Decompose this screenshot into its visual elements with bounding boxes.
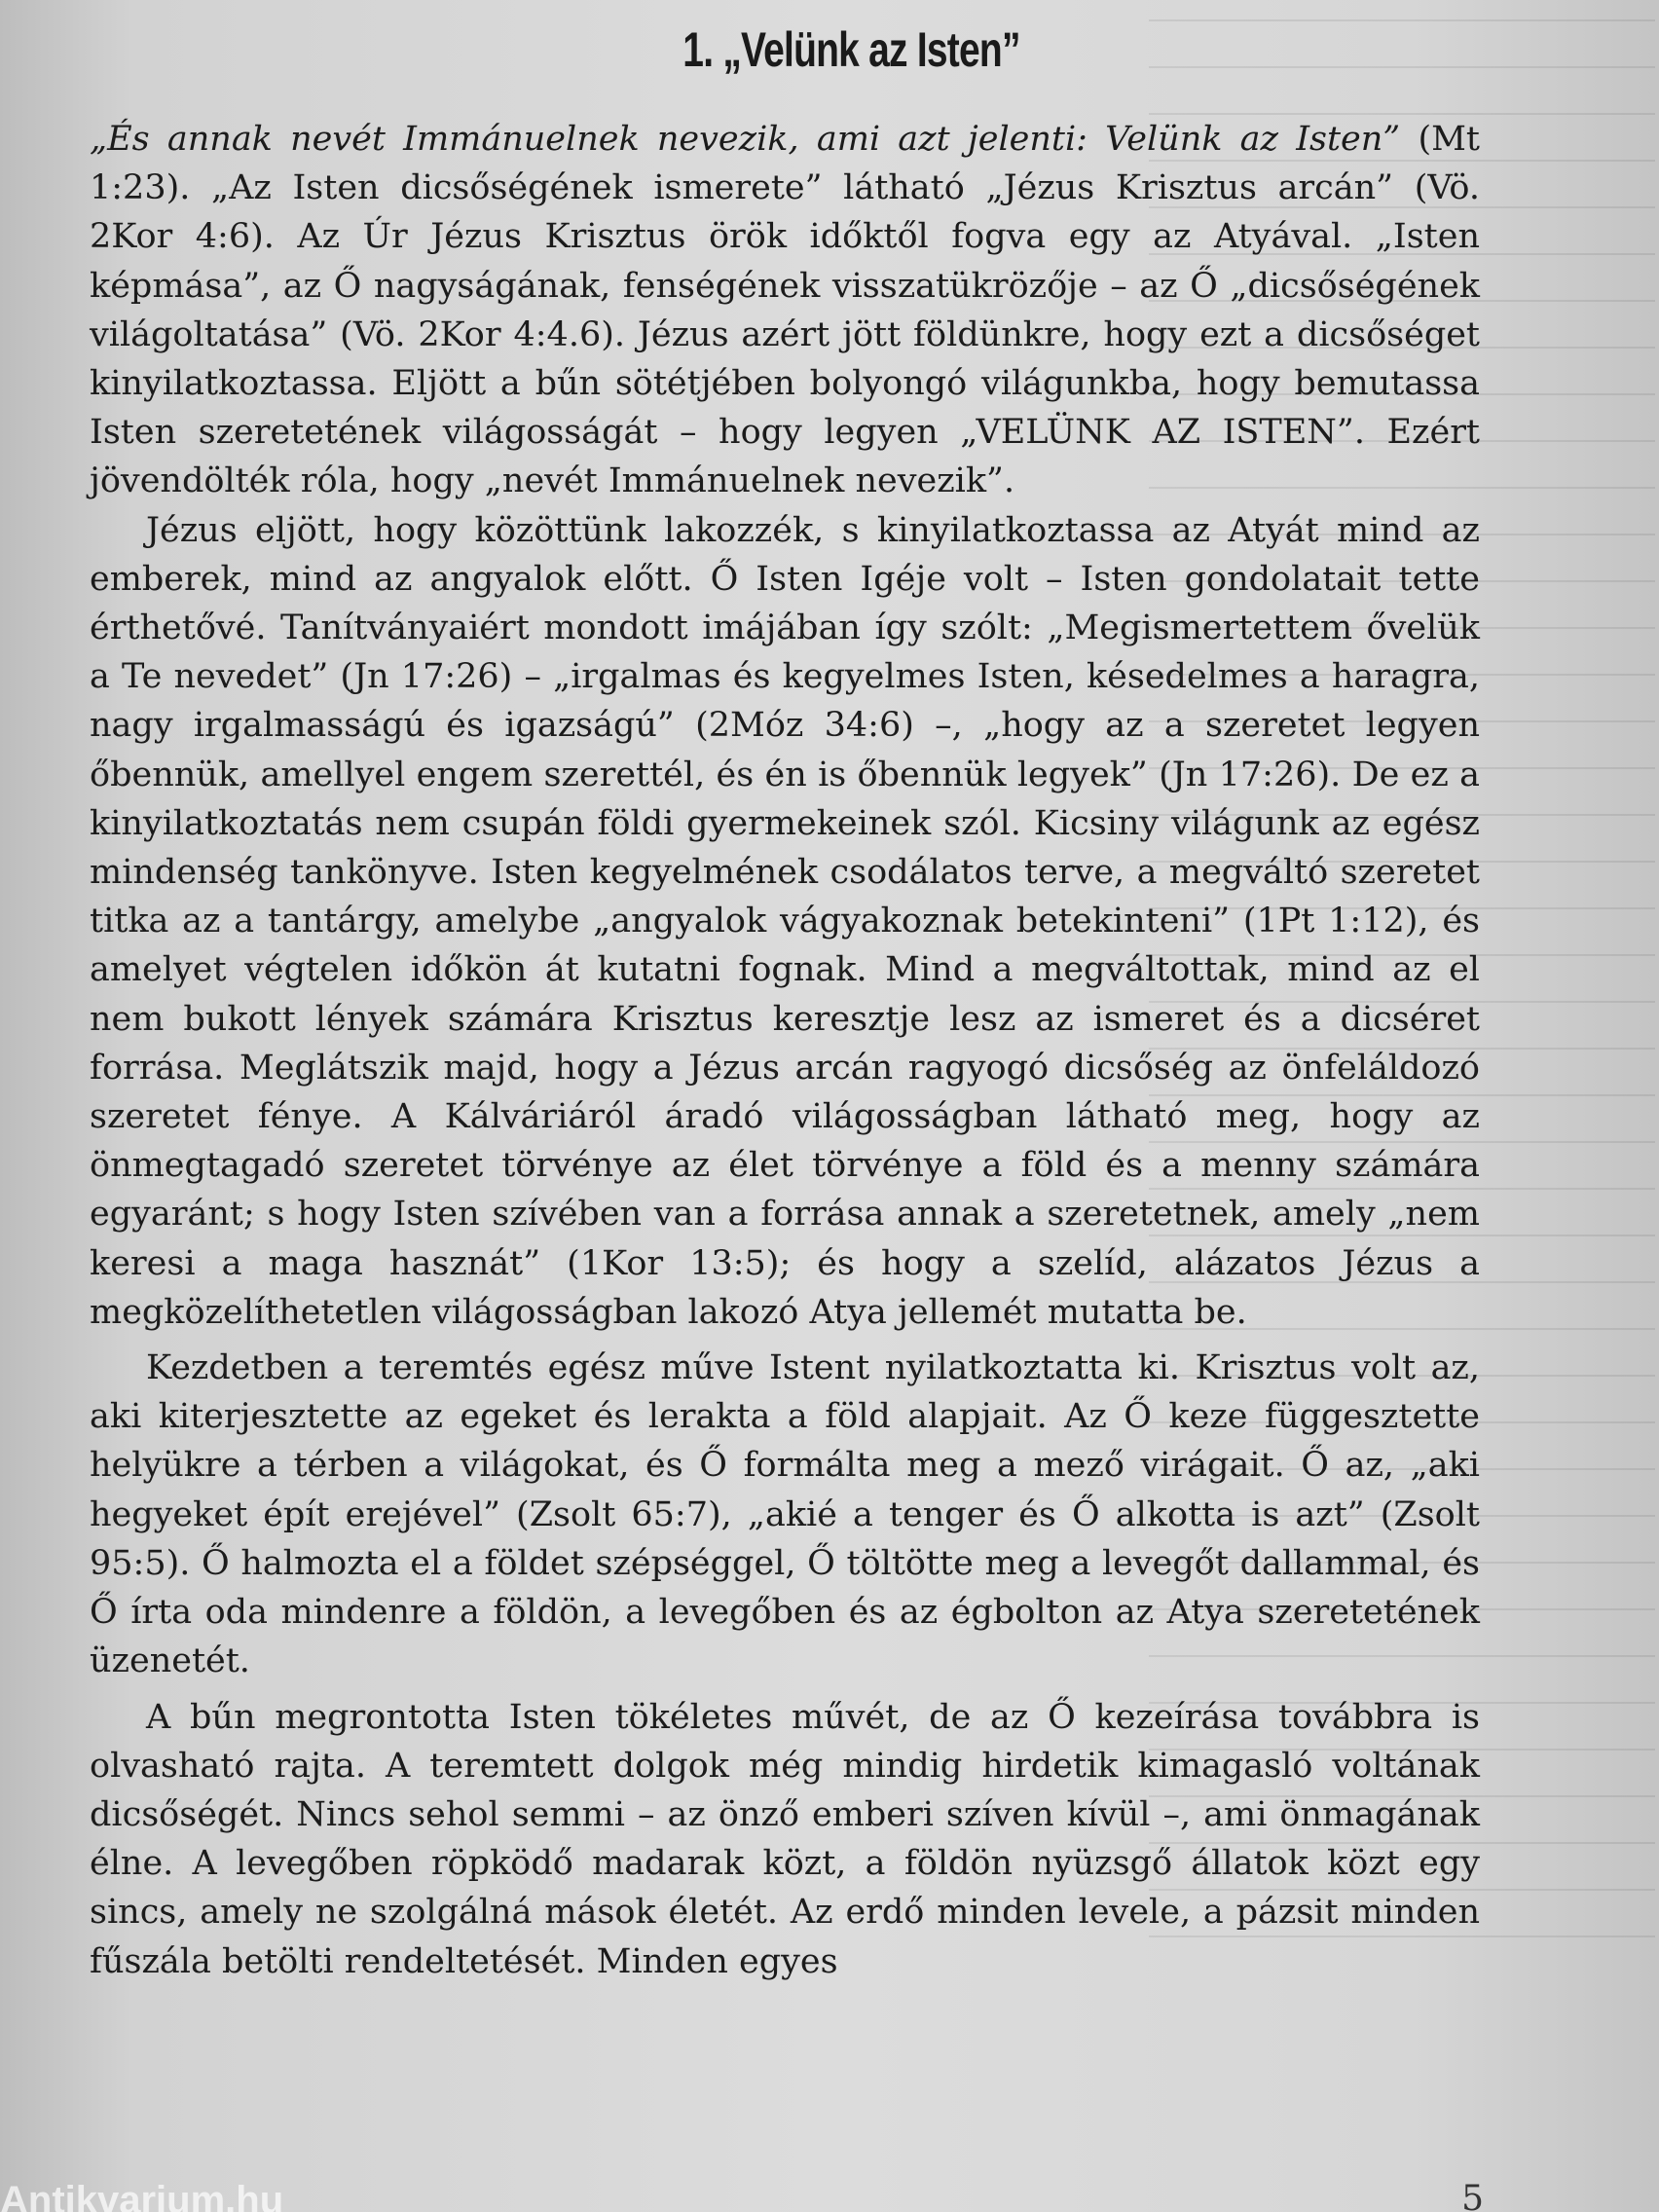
page-number: 5 [1461, 2179, 1484, 2212]
paragraph-2: Jézus eljött, hogy közöttünk lakozzék, s kinyilatkoztassa az Atyát mind az emberek, mind az angyalok előtt. Ő Isten Igéje volt – Isten gondolatait tette érthetővé. Tanítványaiért mondott imájában így szólt: „Megismertettem ővelük a Te nevedet” (Jn 17:26) – „irgalmas és kegyelmes Isten, késedelmes a haragra, nagy irgalmasságú és igazságú” (2Móz 34:6) –, „hogy az a szeretet legyen őbennük, amellyel engem szerettél, és én is őbennük legyek” (Jn 17:26). De ez a kinyilatkoztatás nem csupán földi gyermekeinek szól. Kicsiny világunk az egész mindenség tankönyve. Isten kegyelmének csodálatos terve, a megváltó szeretet titka az a tantárgy, amelybe „angyalok vágyakoznak betekinteni” (1Pt 1:12), és amelyet végtelen időkön át kutatni fognak. Mind a megváltottak, mind az el nem bukott lények számára Krisztus keresztje lesz az ismeret és a dicséret forrása. Meglátszik majd, hogy a Jézus arcán ragyogó dicsőség az önfeláldozó szeretet fénye. A Kálváriáról áradó világosságban látható meg, hogy az önmegtagadó szeretet törvénye az élet törvénye a föld és a menny számára egyaránt; s hogy Isten szívében van a forrása annak a szeretetnek, amely „nem keresi a maga hasznát” (1Kor 13:5); és hogy a szelíd, alázatos Jézus a megközelíthetetlen világosságban lakozó Atya jellemét mutatta be. [90, 510, 1480, 1332]
paragraph-1 [90, 115, 1480, 506]
watermark: Antikvarium.hu [0, 2179, 284, 2212]
epigraph-quote: „És annak nevét Immánuelnek nevezik, ami azt jelenti: Velünk az Isten” [90, 120, 1401, 159]
chapter-title: 1. „Velünk az Isten” [682, 22, 1020, 77]
body-text [90, 115, 1480, 1986]
paragraph-4: A bűn megrontotta Isten tökéletes művét, de az Ő kezeírása továbbra is olvasható rajta. A teremtett dolgok még mindig hirdetik kimagasló voltának dicsőségét. Nincs sehol semmi – az önző emberi szíven kívül –, ami önmagának élne. A levegőben röpködő madarak közt, a földön nyüzsgő állatok közt egy sincs, amely ne szolgálná mások életét. Az erdő minden levele, a pázsit minden fűszála betölti rendeltetését. Minden egyes [90, 1697, 1480, 1981]
paragraph-1-text: (Mt 1:23). „Az Isten dicsőségének ismerete” látható „Jézus Krisztus arcán” (Vö. 2Kor 4:6). Az Úr Jézus Krisztus örök időktől fogva egy az Atyával. „Isten képmása”, az Ő nagyságának, fenségének visszatükrözője – az Ő „dicsőségének világoltatása” (Vö. 2Kor 4:4.6). Jézus azért jött földünkre, hogy ezt a dicsőséget kinyilatkoztassa. Eljött a bűn sötétjében bolyongó világunkba, hogy bemutassa Isten szeretetének világosságát – hogy legyen „VELÜNK AZ ISTEN”. Ezért jövendölték róla, hogy „nevét Immánuelnek nevezik”. [90, 120, 1481, 501]
paragraph-3: Kezdetben a teremtés egész műve Istent nyilatkoztatta ki. Krisztus volt az, aki kiterjesztette az egeket és lerakta a föld alapjait. Az Ő keze függesztette helyükre a térben a világokat, és Ő formálta meg a mező virágait. Ő az, „aki hegyeket épít erejével” (Zsolt 65:7), „akié a tenger és Ő alkotta is azt” (Zsolt 95:5). Ő halmozta el a földet szépséggel, Ő töltötte meg a levegőt dallammal, és Ő írta oda mindenre a földön, a levegőben és az égbolton az Atya szeretetének üzenetét. [90, 1348, 1480, 1681]
